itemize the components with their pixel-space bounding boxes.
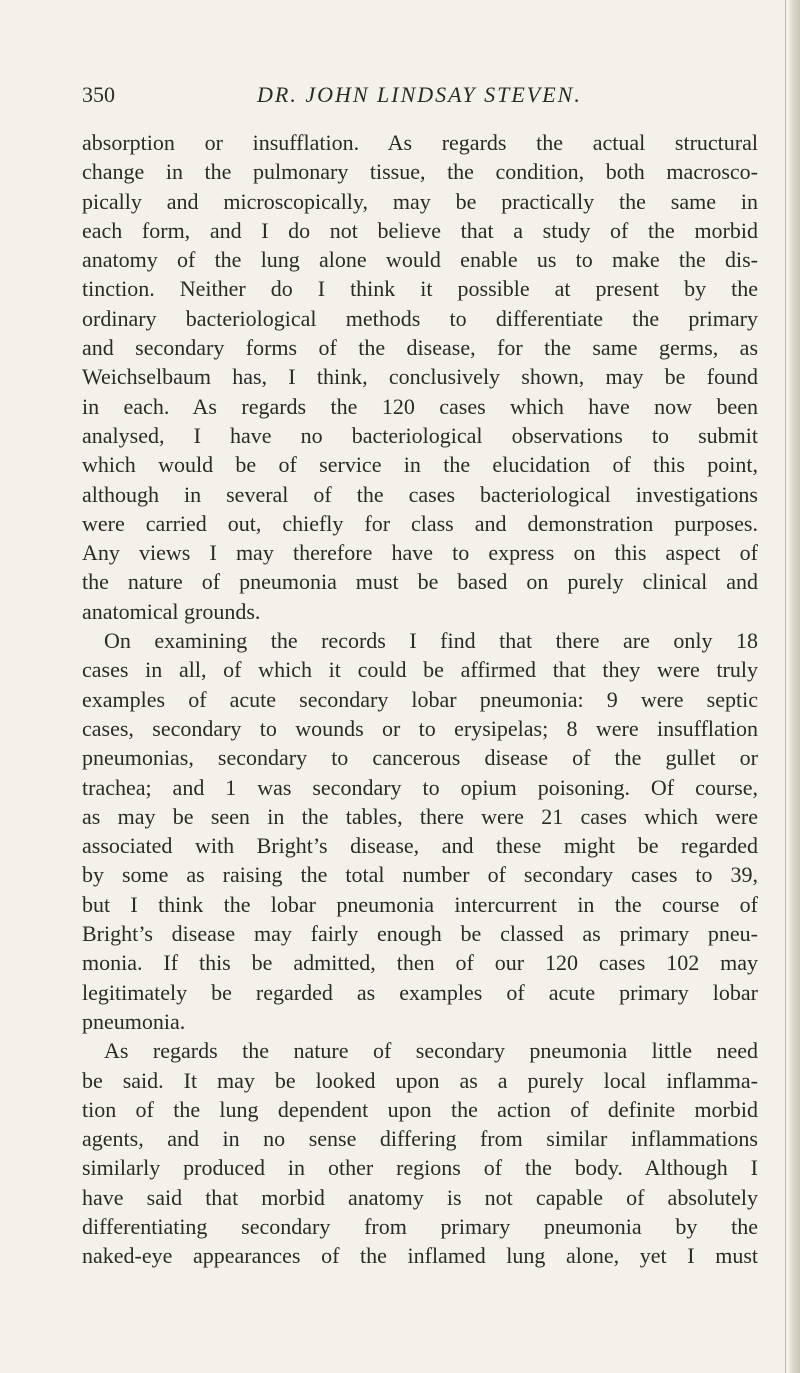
page-edge <box>788 0 800 1373</box>
text-line: pneumonias, secondary to cancerous disease of the gullet or <box>82 745 758 771</box>
text-line: change in the pulmonary tissue, the condition, both macrosco- <box>82 159 758 185</box>
text-line: pically and microscopically, may be practically the same in <box>82 188 758 214</box>
text-line: Bright’s disease may fairly enough be classed as primary pneu- <box>82 921 758 947</box>
text-line: each form, and I do not believe that a study of the morbid <box>82 217 758 243</box>
text-line: by some as raising the total number of secondary cases to 39, <box>82 862 758 888</box>
text-line: ordinary bacteriological methods to differentiate the primary <box>82 305 758 331</box>
text-line: which would be of service in the elucidation of this point, <box>82 452 758 478</box>
text-line: were carried out, chiefly for class and demonstration purposes. <box>82 510 758 536</box>
text-line: anatomy of the lung alone would enable us to make the dis- <box>82 247 758 273</box>
text-line: be said. It may be looked upon as a purely local inflamma- <box>82 1067 758 1093</box>
text-line: tinction. Neither do I think it possible at present by the <box>82 276 758 302</box>
text-line: cases, secondary to wounds or to erysipelas; 8 were insufflation <box>82 715 758 741</box>
text-line: associated with Bright’s disease, and these might be regarded <box>82 833 758 859</box>
paragraph-start-line: On examining the records I find that there are only 18 <box>104 628 758 654</box>
paragraph-start-line: As regards the nature of secondary pneumonia little need <box>104 1038 758 1064</box>
text-line: absorption or insufflation. As regards the actual structural <box>82 130 758 155</box>
text-line: have said that morbid anatomy is not capable of absolutely <box>82 1184 758 1210</box>
text-line: although in several of the cases bacteriological investigations <box>82 481 758 507</box>
text-line: trachea; and 1 was secondary to opium poisoning. Of course, <box>82 774 758 800</box>
text-line: analysed, I have no bacteriological observations to submit <box>82 422 758 448</box>
body-text <box>82 128 758 1271</box>
page-number: 350 <box>82 82 115 107</box>
text-line: naked-eye appearances of the inflamed lung alone, yet I must <box>82 1243 758 1269</box>
text-line: and secondary forms of the disease, for the same germs, as <box>82 335 758 361</box>
text-line: similarly produced in other regions of the body. Although I <box>82 1155 758 1181</box>
text-line: examples of acute secondary lobar pneumonia: 9 were septic <box>82 686 758 712</box>
text-line: agents, and in no sense differing from similar inflammations <box>82 1126 758 1152</box>
running-head: DR. JOHN LINDSAY STEVEN. <box>257 82 582 107</box>
text-line: the nature of pneumonia must be based on purely clinical and <box>82 569 758 595</box>
text-line: but I think the lobar pneumonia intercurrent in the course of <box>82 891 758 917</box>
text-line: monia. If this be admitted, then of our 120 cases 102 may <box>82 950 758 976</box>
text-line: tion of the lung dependent upon the action of definite morbid <box>82 1096 758 1122</box>
page-header <box>82 82 722 116</box>
text-line: differentiating secondary from primary pneumonia by the <box>82 1213 758 1239</box>
text-line: as may be seen in the tables, there were 21 cases which were <box>82 803 758 829</box>
text-line: cases in all, of which it could be affirmed that they were truly <box>82 657 758 683</box>
text-line: Any views I may therefore have to express on this aspect of <box>82 540 758 566</box>
paragraph-end-line: anatomical grounds. <box>82 598 261 624</box>
page-binding-line <box>785 0 786 1373</box>
paragraph-end-line: pneumonia. <box>82 1008 186 1034</box>
text-line: legitimately be regarded as examples of acute primary lobar <box>82 979 758 1005</box>
text-line: Weichselbaum has, I think, conclusively shown, may be found <box>82 364 758 390</box>
text-line: in each. As regards the 120 cases which have now been <box>82 393 758 419</box>
